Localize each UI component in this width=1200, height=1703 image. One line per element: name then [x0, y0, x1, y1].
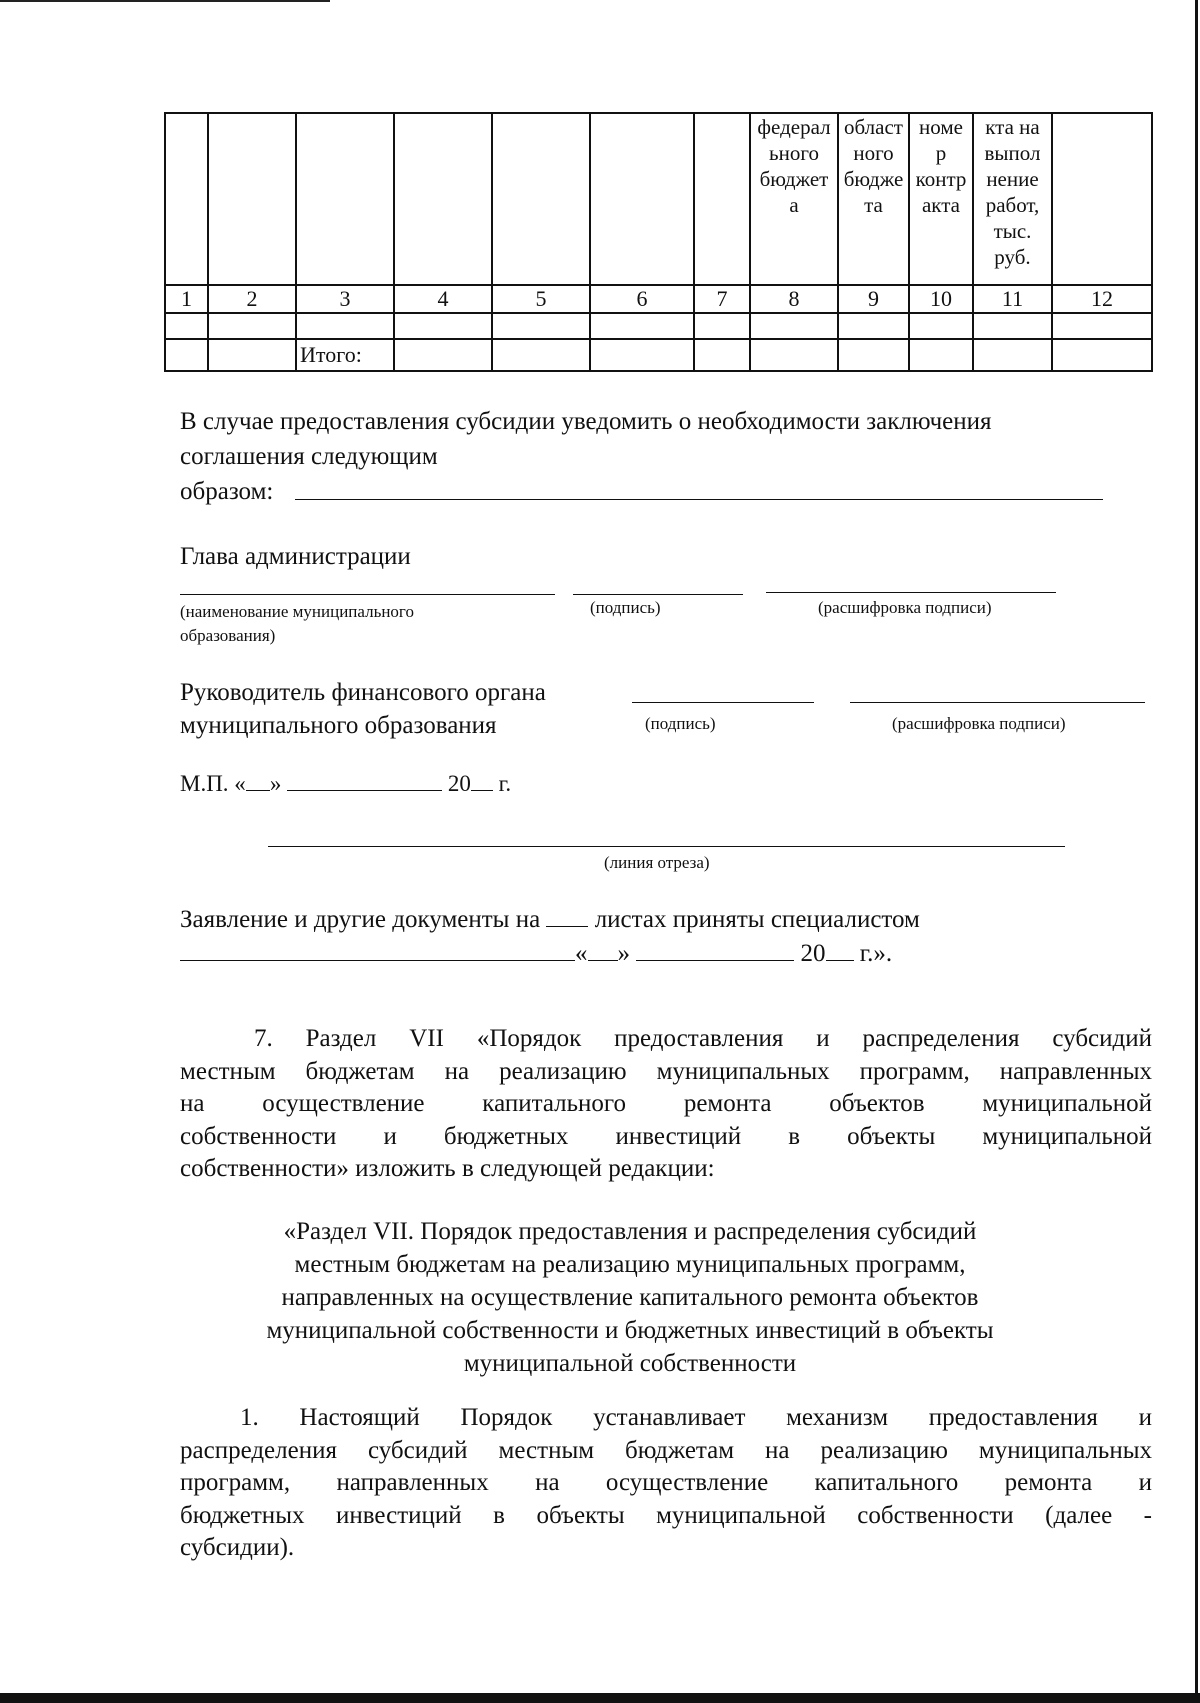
scan-edge-right [1195, 0, 1198, 1703]
section-7-paragraph: 7. Раздел VII «Порядок предоставления и распределения субсидий местным бюджетам на реализацию муниципальных программ, направленных на осуществление капитального ремонта объектов муниципальной собственности и бюджетных инвестиций в объекты муниципальной собственности» изложить в следующей редакции: [180, 1025, 1152, 1182]
stamp-date-line: М.П. « » 20 г. [180, 767, 511, 800]
caption-municipal: (наименование муниципального [180, 602, 414, 621]
specialist-blank [180, 938, 575, 961]
column-number: 8 [750, 285, 838, 313]
caption-municipal-2: образования) [180, 626, 276, 645]
scan-edge-top [0, 0, 330, 2]
receipt-line-1: Заявление и другие документы на листах приняты специалистом [180, 906, 920, 933]
finance-caption-decoding: (расшифровка подписи) [892, 714, 1066, 733]
header-cell [165, 113, 208, 285]
receipt-day-blank [588, 938, 618, 961]
finance-head-line-2: муниципального образования [180, 712, 497, 739]
column-number: 7 [694, 285, 750, 313]
finance-caption-signature: (подпись) [645, 714, 716, 733]
header-cell [1052, 113, 1152, 285]
cut-line-caption: (линия отреза) [604, 853, 710, 872]
total-label: Итого: [296, 339, 394, 371]
notice-line-3: образом: [180, 478, 274, 505]
header-cell [208, 113, 296, 285]
column-number: 10 [909, 285, 973, 313]
day-blank [246, 768, 270, 791]
header-cell [590, 113, 694, 285]
receipt-month-blank [636, 938, 794, 961]
funding-table [164, 112, 1153, 372]
year-blank [471, 768, 493, 791]
column-number: 4 [394, 285, 492, 313]
clause-1-paragraph: 1. Настоящий Порядок устанавливает механизм предоставления и распределения субсидий местным бюджетам на реализацию муниципальных программ, направленных на осуществление капитального ремонта и бюджетных инвестиций в объекты муниципальной собственности (далее - субсидии). [180, 1404, 1152, 1561]
caption-decoding: (расшифровка подписи) [818, 598, 992, 617]
column-number: 6 [590, 285, 694, 313]
notice-fill-line [295, 499, 1103, 500]
header-regional-budget: област ного бюдже та [838, 113, 909, 285]
finance-signature-line [632, 702, 814, 703]
signature-line [573, 594, 743, 595]
header-cell [492, 113, 590, 285]
column-number-row [165, 285, 1152, 313]
receipt-year-blank [826, 938, 854, 961]
total-row [165, 339, 1152, 371]
column-number: 3 [296, 285, 394, 313]
column-number: 9 [838, 285, 909, 313]
sheets-blank [546, 904, 588, 927]
caption-signature: (подпись) [590, 598, 661, 617]
head-admin-title: Глава администрации [180, 543, 411, 570]
column-number: 12 [1052, 285, 1152, 313]
decoding-line [766, 592, 1056, 593]
notice-line-2: соглашения следующим [180, 443, 438, 470]
header-contract-number: номе р контр акта [909, 113, 973, 285]
receipt-line-2: « » 20 г.». [180, 937, 892, 970]
scan-edge-bottom [0, 1693, 1200, 1703]
header-contract-amount: кта на выпол нение работ, тыс. руб. [973, 113, 1052, 285]
municipal-name-line [180, 594, 555, 595]
finance-head-line-1: Руководитель финансового органа [180, 679, 546, 706]
column-number: 11 [973, 285, 1052, 313]
table-row [165, 313, 1152, 339]
finance-decoding-line [850, 702, 1145, 703]
cut-line [268, 846, 1065, 847]
table-header-row [165, 113, 1152, 285]
month-blank [287, 768, 442, 791]
column-number: 1 [165, 285, 208, 313]
section-title: «Раздел VII. Порядок предоставления и распределения субсидий местным бюджетам на реализацию муниципальных программ, направленных на осуществление капитального ремонта объектов муниципальной собственности и бюджетных инвестиций в объекты муниципальной собственности [266, 1218, 994, 1377]
header-cell [694, 113, 750, 285]
column-number: 2 [208, 285, 296, 313]
notice-line-1: В случае предоставления субсидии уведомить о необходимости заключения [180, 408, 992, 435]
header-federal-budget: федерал ьного бюджет а [750, 113, 838, 285]
header-cell [296, 113, 394, 285]
header-cell [394, 113, 492, 285]
column-number: 5 [492, 285, 590, 313]
